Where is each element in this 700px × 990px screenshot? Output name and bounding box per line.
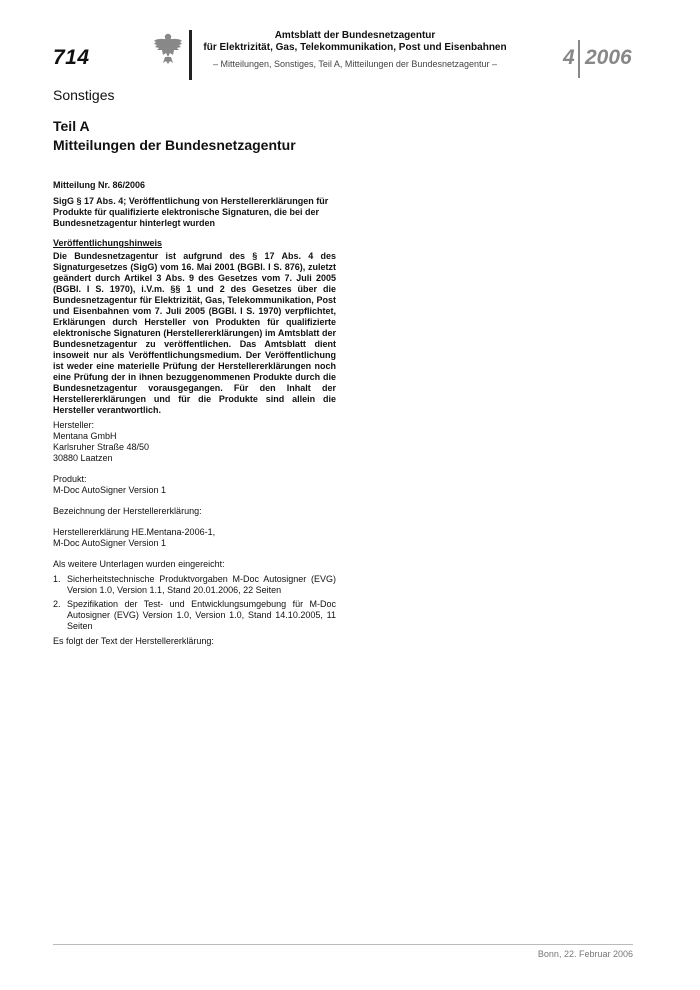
- notice-number: Mitteilung Nr. 86/2006: [53, 180, 146, 190]
- list-item-text: Spezifikation der Test- und Entwicklungsumgebung für M-Doc Autosigner (EVG) Version 1.0, Version 1.0, Stand 14.10.2005, 11 Seiten: [67, 599, 336, 631]
- part-heading: [53, 117, 296, 155]
- product-block: [53, 474, 336, 496]
- documents-list: [53, 574, 336, 632]
- page-number: 714: [53, 46, 90, 69]
- notice-content: [53, 180, 336, 647]
- federal-eagle-icon: [153, 31, 183, 65]
- section-label: Sonstiges: [53, 87, 115, 103]
- declaration-line2: M-Doc AutoSigner Version 1: [53, 538, 167, 548]
- manufacturer-label: Hersteller:: [53, 420, 95, 430]
- list-item: [53, 599, 336, 632]
- header-divider: [189, 30, 192, 80]
- journal-title-line2: für Elektrizität, Gas, Telekommunikation, Post und Eisenbahnen: [203, 42, 507, 53]
- issue-year: 2006: [585, 46, 632, 69]
- declaration-line1: Herstellererklärung HE.Mentana-2006-1,: [53, 527, 216, 537]
- declaration-block: [53, 527, 336, 549]
- footer-divider: [53, 944, 633, 945]
- manufacturer-city: 30880 Laatzen: [53, 453, 113, 463]
- publication-text: Die Bundesnetzagentur ist aufgrund des § 17 Abs. 4 des Signaturgesetzes (SigG) vom 16. Mai 2001 (BGBl. I S. 876), zuletzt geändert durch Artikel 3 Abs. 9 des Gesetzes vom 7. Juli 2005 (BGBl. I S. 1970), i.V.m. §§ 1 und 2 des Gesetzes über die Bundesnetzagentur für Elektrizität, Gas, Telekommunikation, Post und Eisenbahnen vom 7. Juli 2005 (BGBl. I S. 1970) verpflichtet, Erklärungen durch Hersteller von Produkten für qualifizierte elektronische Signaturen (Herstellererklärungen) im Amtsblatt der Bundesnetzagentur zu veröffentlichen. Das Amtsblatt dient insoweit nur als Veröffentlichungsmedium. Der Veröffentlichung ist weder eine materielle Prüfung der Herstellererklärungen noch eine Prüfung der in ihnen bezuggenommenen Produkte durch die Bundesnetzagentur vorausgegangen. Für den Inhalt der Herstellererklärungen und für die Produkte sind allein die Hersteller verantwortlich.: [53, 251, 336, 415]
- journal-title: [200, 30, 510, 54]
- part-subtitle: Mitteilungen der Bundesnetzagentur: [53, 137, 296, 153]
- footer-date: Bonn, 22. Februar 2006: [537, 949, 633, 959]
- documents-intro: Als weitere Unterlagen wurden eingereicht:: [53, 559, 225, 569]
- journal-header: [200, 30, 510, 70]
- part-title: Teil A: [53, 118, 90, 134]
- product-label: Produkt:: [53, 474, 87, 484]
- manufacturer-name: Mentana GmbH: [53, 431, 117, 441]
- issue-divider: [578, 40, 580, 78]
- notice-subject: SigG § 17 Abs. 4; Veröffentlichung von Herstellererklärungen für Produkte für qualifizierte elektronische Signaturen, die bei der Bundesnetzagentur hinterlegt wurden: [53, 196, 329, 228]
- manufacturer-block: [53, 420, 336, 464]
- product-name: M-Doc AutoSigner Version 1: [53, 485, 167, 495]
- declaration-label-block: [53, 506, 336, 517]
- list-item-number: 1.: [53, 574, 61, 584]
- list-item: [53, 574, 336, 596]
- journal-title-line1: Amtsblatt der Bundesnetzagentur: [274, 30, 436, 41]
- closing-text: Es folgt der Text der Herstellererklärung:: [53, 636, 214, 646]
- list-item-text: Sicherheitstechnische Produktvorgaben M-Doc Autosigner (EVG) Version 1.0, Version 1.1, Stand 20.01.2006, 22 Seiten: [67, 574, 336, 595]
- publication-heading: Veröffentlichungshinweis: [53, 238, 163, 248]
- manufacturer-street: Karlsruher Straße 48/50: [53, 442, 150, 452]
- issue-number: 4: [563, 46, 575, 69]
- journal-subtitle: – Mitteilungen, Sonstiges, Teil A, Mitteilungen der Bundesnetzagentur –: [212, 59, 497, 69]
- declaration-label: Bezeichnung der Herstellererklärung:: [53, 506, 202, 516]
- list-item-number: 2.: [53, 599, 61, 609]
